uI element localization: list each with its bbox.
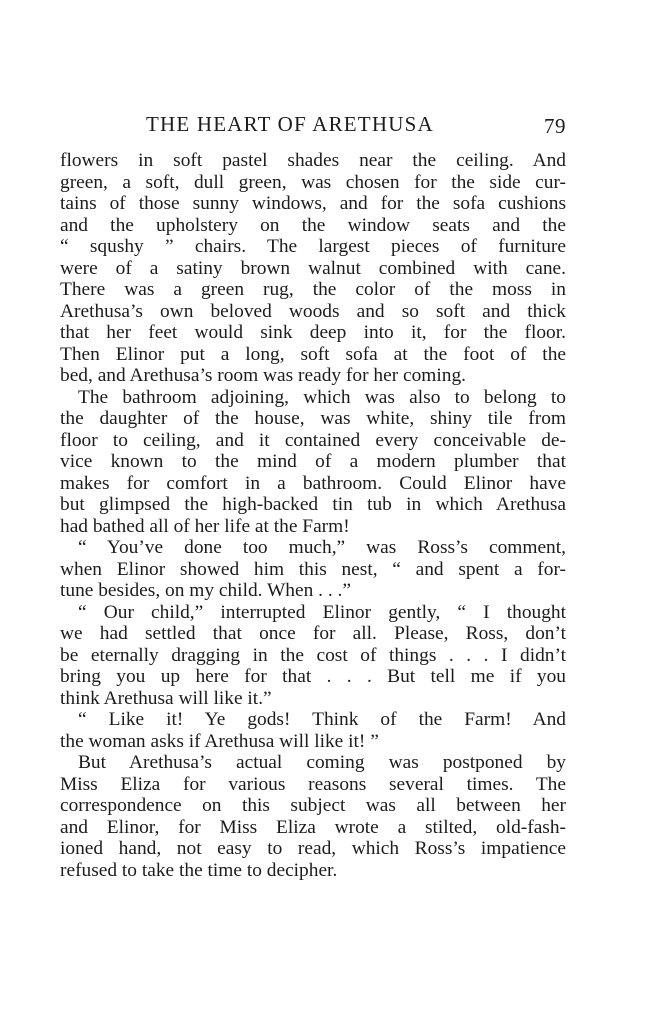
body-text — [60, 150, 566, 881]
text-line: floor to ceiling, and it contained every conceivable de- — [60, 429, 566, 451]
text-line: bed, and Arethusa’s room was ready for her coming. — [60, 365, 467, 386]
text-line: think Arethusa will like it.” — [60, 687, 272, 709]
text-line: vice known to the mind of a modern plumber that — [60, 451, 566, 472]
text-line: bring you up here for that . . . But tell me if you — [60, 666, 566, 687]
text-line: were of a satiny brown walnut combined with cane. — [60, 257, 566, 279]
running-title: THE HEART OF ARETHUSA — [146, 112, 434, 136]
text-line: correspondence on this subject was all between her — [60, 795, 566, 816]
text-line: the daughter of the house, was white, shiny tile from — [60, 408, 566, 429]
text-line: tains of those sunny windows, and for the sofa cushions — [60, 193, 566, 214]
text-line: and the upholstery on the window seats and the — [60, 214, 566, 236]
text-line: “ Our child,” interrupted Elinor gently, “ I thought — [78, 601, 566, 623]
text-line: “ squshy ” chairs. The largest pieces of furniture — [60, 236, 566, 257]
text-line: when Elinor showed him this nest, “ and spent a for- — [60, 558, 566, 580]
text-line: The bathroom adjoining, which was also to belong to — [78, 386, 566, 408]
text-line: tune besides, on my child. When . . .” — [60, 580, 351, 601]
text-line: ioned hand, not easy to read, which Ross’s impatience — [60, 838, 566, 859]
running-head — [60, 112, 566, 142]
text-line: the woman asks if Arethusa will like it! ” — [60, 730, 379, 752]
text-line: that her feet would sink deep into it, for the floor. — [60, 322, 566, 343]
text-line: “ Like it! Ye gods! Think of the Farm! And — [78, 709, 566, 730]
text-line: Miss Eliza for various reasons several times. The — [60, 773, 566, 795]
text-line: Arethusa’s own beloved woods and so soft and thick — [60, 300, 566, 322]
text-line: Then Elinor put a long, soft sofa at the foot of the — [60, 343, 566, 365]
text-line: makes for comfort in a bathroom. Could Elinor have — [60, 472, 566, 494]
text-line: flowers in soft pastel shades near the ceiling. And — [60, 150, 566, 171]
text-line: There was a green rug, the color of the moss in — [60, 279, 566, 300]
page-number: 79 — [544, 114, 566, 138]
text-line: but glimpsed the high-backed tin tub in which Arethusa — [60, 494, 566, 515]
text-line: refused to take the time to decipher. — [60, 859, 338, 881]
text-line: But Arethusa’s actual coming was postponed by — [78, 752, 566, 773]
text-line: and Elinor, for Miss Eliza wrote a stilted, old-fash- — [60, 816, 566, 838]
text-line: “ You’ve done too much,” was Ross’s comment, — [78, 537, 566, 558]
text-line: had bathed all of her life at the Farm! — [60, 515, 350, 537]
text-line: we had settled that once for all. Please, Ross, don’t — [60, 623, 566, 644]
text-line: be eternally dragging in the cost of things . . . I didn’t — [60, 644, 566, 666]
text-line: green, a soft, dull green, was chosen for the side cur- — [60, 171, 566, 193]
